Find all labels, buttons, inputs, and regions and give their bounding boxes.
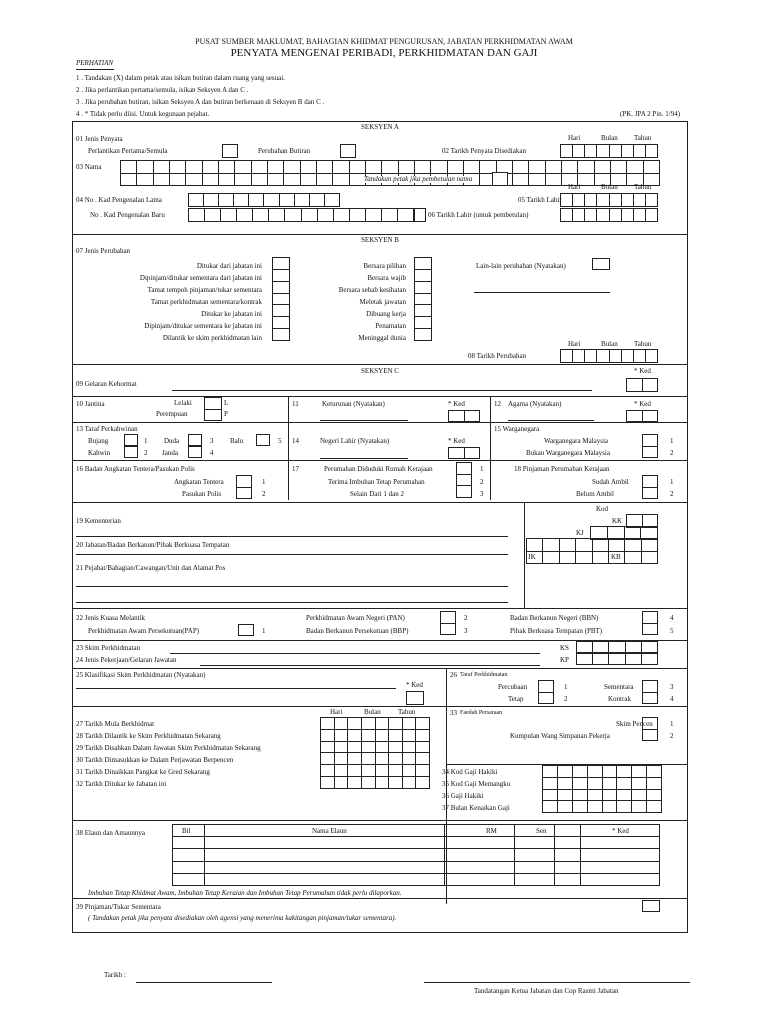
hari-label-4: Hari bbox=[330, 708, 343, 716]
pan-code: 2 bbox=[464, 614, 468, 622]
kp-baru-label: No . Kad Pengenalan Baru bbox=[90, 211, 165, 219]
pinjaman-tukar-label: 39 Pinjaman/Tukar Sementara bbox=[76, 903, 161, 911]
tahun-label: Tahun bbox=[634, 134, 652, 142]
tarikh-perubahan-input[interactable] bbox=[560, 349, 658, 363]
lain-label: Lain-lain perubahan (Nyatakan) bbox=[476, 262, 566, 270]
tarikh-lahir-input[interactable] bbox=[560, 193, 658, 207]
dates-grid-input[interactable] bbox=[320, 717, 430, 789]
faedah-checkboxes[interactable] bbox=[642, 717, 658, 741]
tahun-label-3: Tahun bbox=[634, 340, 652, 348]
ked-label-11: * Ked bbox=[448, 400, 465, 408]
jenis-pekerjaan-label: 24 Jenis Pekerjaan/Gelaran Jawatan bbox=[76, 656, 177, 664]
b-col2-4: Dibuang kerja bbox=[366, 310, 406, 318]
perlantikan-checkbox[interactable] bbox=[222, 144, 238, 158]
date-27-label: 27 Tarikh Mula Berkhidmat bbox=[76, 720, 155, 728]
kp-baru-input[interactable] bbox=[188, 208, 414, 222]
sudah-label: Sudah Ambil bbox=[592, 478, 629, 486]
pap-checkbox[interactable] bbox=[238, 624, 254, 636]
kp-input[interactable] bbox=[576, 653, 658, 665]
l-code: L bbox=[224, 399, 229, 407]
b-col1-0: Ditukar dari jabatan ini bbox=[196, 262, 262, 270]
date-32-label: 32 Tarikh Ditukar ke Jabatan ini bbox=[76, 780, 167, 788]
hari-label-3: Hari bbox=[568, 340, 581, 348]
bujang-label: Bujang bbox=[88, 437, 109, 445]
bulan-label: Bulan bbox=[601, 134, 618, 142]
taraf-kahwin-label: 13 Taraf Perkahwinan bbox=[76, 425, 138, 433]
percubaan-code: 1 bbox=[564, 683, 568, 691]
b-col2-3: Meletak jawatan bbox=[359, 298, 406, 306]
b-col1-3: Tamat perkhidmatan sementara/kontrak bbox=[150, 298, 262, 306]
note-4: 4 . * Tidak perlu diisi. Untuk kegunaan pejabat. bbox=[76, 110, 210, 118]
agama-kod-input[interactable] bbox=[626, 410, 658, 422]
faedah-code-2: 2 bbox=[670, 732, 674, 740]
form-title: PENYATA MENGENAI PERIBADI, PERKHIDMATAN DAN GAJI bbox=[230, 47, 538, 59]
tarikh-perubahan-label: 08 Tarikh Perubahan bbox=[468, 352, 527, 360]
tarikh-line[interactable] bbox=[136, 982, 272, 983]
janda-label: Janda bbox=[162, 449, 178, 457]
kb-label: KB bbox=[611, 553, 621, 561]
balu-label: Balu bbox=[230, 437, 244, 445]
janda-code: 4 bbox=[210, 449, 214, 457]
skim-label: 23 Skim Perkhidmatan bbox=[76, 644, 141, 652]
klasifikasi-label: 25 Klasifikasi Skim Perkhidmatan (Nyatakan) bbox=[76, 671, 206, 679]
bil-header: Bil bbox=[182, 827, 191, 835]
warga-code-1: 1 bbox=[670, 437, 674, 445]
tarikh-lahir-betul-label: 06 Tarikh Lahir (untuk pembetulan) bbox=[428, 211, 529, 219]
kk-label: KK bbox=[612, 517, 623, 525]
ked-label-14: * Ked bbox=[448, 437, 465, 445]
faedah-no: 33 bbox=[450, 709, 457, 717]
jenis-perubahan-label: 07 Jenis Perubahan bbox=[76, 247, 131, 255]
kp-lama-label: 04 No . Kad Pengenalan Lama bbox=[76, 196, 162, 204]
perempuan-label: Perempuan bbox=[156, 410, 188, 418]
kod-label: Kod bbox=[596, 505, 609, 513]
ked-label-09: * Ked bbox=[634, 367, 651, 375]
b-col1-1: Dipinjam/ditukar sementara dari jabatan ini bbox=[139, 274, 262, 282]
b-col2-checkboxes[interactable] bbox=[414, 257, 432, 341]
jenis-kuasa-label: 22 Jenis Kuasa Melantik bbox=[76, 614, 146, 622]
sementara-label: Sementara bbox=[604, 683, 634, 691]
seksyen-b-heading: SEKSYEN B bbox=[361, 236, 399, 244]
seksyen-a-heading: SEKSYEN A bbox=[361, 123, 399, 131]
perumahan-code-2: 2 bbox=[480, 478, 484, 486]
perubahan-label: Perubahan Butiran bbox=[258, 147, 311, 155]
tarikh-penyata-input[interactable] bbox=[560, 144, 658, 158]
jabatan-label: 20 Jabatan/Badan Berkanun/Pihak Berkuasa Tempatan bbox=[76, 541, 230, 549]
kontrak-code: 4 bbox=[670, 695, 674, 703]
pan-bbp-checkboxes[interactable] bbox=[440, 611, 456, 635]
jk-label: JK bbox=[528, 553, 536, 561]
perlantikan-label: Perlantikan Pertama/Semula bbox=[88, 147, 168, 155]
agama-label: Agama (Nyatakan) bbox=[508, 400, 562, 408]
keturunan-label: Keturunan (Nyatakan) bbox=[322, 400, 385, 408]
bbp-label: Badan Berkanun Persekutuan (BBP) bbox=[306, 627, 409, 635]
rm-header: RM bbox=[486, 827, 497, 835]
b-col1-checkboxes[interactable] bbox=[272, 257, 290, 341]
pinjaman-checkboxes[interactable] bbox=[642, 475, 658, 499]
agama-no: 12 bbox=[494, 400, 501, 408]
gaji-34-label: 34 Kod Gaji Hakiki bbox=[442, 768, 498, 776]
kp-label: KP bbox=[560, 656, 569, 664]
ked-header: * Ked bbox=[612, 827, 629, 835]
percubaan-label: Percubaan bbox=[498, 683, 528, 691]
negeri-no: 14 bbox=[292, 437, 299, 445]
angkatan-label: Angkatan Tentera bbox=[174, 478, 224, 486]
elaun-note: Imbuhan Tetap Khidmat Awam, Imbuhan Tetap Keraian dan Imbuhan Tetap Perumahan tidak perlu dilaporkan. bbox=[88, 889, 402, 897]
bukan-warga-label: Bukan Warganegara Malaysia bbox=[526, 449, 610, 457]
date-30-label: 30 Tarikh Dimasukkan ke Dalam Perjawatan Berpencen bbox=[76, 756, 234, 764]
selain-label: Selain Dari 1 dan 2 bbox=[350, 490, 405, 498]
gaji-36-label: 36 Gaji Hakiki bbox=[442, 792, 484, 800]
perhatian-label: PERHATIAN bbox=[76, 59, 114, 67]
bbn-label: Badan Berkanun Negeri (BBN) bbox=[510, 614, 599, 622]
tarikh-label: Tarikh : bbox=[104, 971, 126, 979]
b-col2-1: Bersara wajib bbox=[367, 274, 406, 282]
bulan-label-2: Bulan bbox=[601, 183, 618, 191]
b-col1-6: Dilantik ke skim perkhidmatan lain bbox=[162, 334, 262, 342]
bujang-checkbox[interactable] bbox=[124, 434, 138, 446]
tarikh-penyata-label: 02 Tarikh Penyata Disediakan bbox=[442, 147, 526, 155]
kp-lama-input[interactable] bbox=[188, 193, 340, 207]
imbuhan-label: Terima Imbuhan Tetap Perumahan bbox=[328, 478, 425, 486]
kontrak-label: Kontrak bbox=[608, 695, 631, 703]
pinjaman-code-2: 2 bbox=[670, 490, 674, 498]
pejabat-label: 21 Pejabat/Bahagian/Cawangan/Unit dan Alamat Pos bbox=[76, 564, 226, 572]
warga-my-label: Warganegara Malaysia bbox=[544, 437, 609, 445]
faedah-code-1: 1 bbox=[670, 720, 674, 728]
org-name: PUSAT SUMBER MAKLUMAT, BAHAGIAN KHIDMAT PENGURUSAN, JABATAN PERKHIDMATAN AWAM bbox=[195, 37, 573, 46]
pan-label: Perkhidmatan Awam Negeri (PAN) bbox=[306, 614, 405, 622]
jantina-label: 10 Jantina bbox=[76, 400, 105, 408]
negeri-lahir-label: Negeri Lahir (Nyatakan) bbox=[320, 437, 390, 445]
kj-label: KJ bbox=[576, 529, 584, 537]
warganegara-label: 15 Warganegara bbox=[494, 425, 540, 433]
balu-checkbox[interactable] bbox=[256, 434, 270, 446]
ked-label-12: * Ked bbox=[634, 400, 651, 408]
b-col2-0: Bersara pilihan bbox=[363, 262, 406, 270]
sementara-kontrak-checkboxes[interactable] bbox=[642, 680, 658, 704]
elaun-table[interactable] bbox=[172, 824, 660, 886]
taraf-no: 26 bbox=[450, 671, 457, 679]
hari-label: Hari bbox=[568, 134, 581, 142]
tetap-code: 2 bbox=[564, 695, 568, 703]
lain-checkbox[interactable] bbox=[592, 258, 610, 270]
b-col1-5: Dipinjam/ditukar sementara ke jabatan ini bbox=[144, 322, 262, 330]
kahwin-checkbox[interactable] bbox=[124, 446, 138, 458]
bbn-pbt-checkboxes[interactable] bbox=[642, 611, 658, 635]
warga-code-2: 2 bbox=[670, 449, 674, 457]
jantina-checkboxes[interactable] bbox=[204, 397, 222, 421]
pap-label: Perkhidmatan Awam Persekutuan(PAP) bbox=[88, 627, 200, 635]
perubahan-checkbox[interactable] bbox=[340, 144, 356, 158]
note-1: 1 . Tandakan (X) dalam petak atau isikan butiran dalam ruang yang sesuai. bbox=[76, 74, 285, 82]
pinjaman-code-1: 1 bbox=[670, 478, 674, 486]
perumahan-no: 17 bbox=[292, 465, 299, 473]
hari-label-2: Hari bbox=[568, 183, 581, 191]
date-29-label: 29 Tarikh Disahkan Dalam Jawatan Skim Perkhidmatan Sekarang bbox=[76, 744, 261, 752]
duda-label: Duda bbox=[164, 437, 180, 445]
p-code: P bbox=[224, 410, 228, 418]
pap-code: 1 bbox=[262, 627, 266, 635]
kp-baru-check[interactable] bbox=[414, 208, 426, 222]
negeri-kod-input[interactable] bbox=[448, 447, 480, 459]
note-3: 3 . Jika perubahan butiran, isikan Seksyen A dan butiran berkenaan di Seksyen B dan C . bbox=[76, 98, 325, 106]
keturunan-no: 11 bbox=[292, 400, 299, 408]
faedah-label: Faedah Persaraan bbox=[460, 710, 503, 716]
sen-header: Sen bbox=[536, 827, 547, 835]
tahun-label-2: Tahun bbox=[634, 183, 652, 191]
jenis-penyata-label: 01 Jenis Penyata bbox=[76, 135, 123, 143]
klasifikasi-kod-input[interactable] bbox=[406, 691, 424, 705]
b-col1-2: Tamat tempoh pinjaman/tukar sementara bbox=[147, 286, 262, 294]
kahwin-label: Kahwin bbox=[88, 449, 111, 457]
badan-code-2: 2 bbox=[262, 490, 266, 498]
tarikh-lahir-label: 05 Tarikh Lahir bbox=[518, 196, 562, 204]
duda-code: 3 bbox=[210, 437, 214, 445]
ks-input[interactable] bbox=[576, 641, 658, 653]
bbp-code: 3 bbox=[464, 627, 468, 635]
pembetulan-nama-checkbox[interactable] bbox=[492, 172, 508, 186]
percubaan-tetap-checkboxes[interactable] bbox=[538, 680, 554, 704]
gelaran-kod-input[interactable] bbox=[626, 378, 658, 392]
ked-label-25: * Ked bbox=[406, 681, 423, 689]
seksyen-c-heading: SEKSYEN C bbox=[361, 367, 399, 375]
gelaran-label: 09 Gelaran Kehormat bbox=[76, 380, 137, 388]
elaun-label: 38 Elaun dan Amaunnya bbox=[76, 829, 146, 837]
lelaki-label: Lelaki bbox=[174, 399, 192, 407]
date-31-label: 31 Tarikh Dinaikkan Pangkat ke Gred Sekarang bbox=[76, 768, 210, 776]
jk-kb-input[interactable] bbox=[526, 538, 658, 564]
duda-checkbox[interactable] bbox=[188, 434, 202, 446]
badan-label: 16 Badan Angkatan Tentera/Pasukan Polis bbox=[76, 465, 195, 473]
pinjaman-note: ( Tandakan petak jika penyata disediakan oleh agensi yang menerima kakitangan pinjaman/tukar sementara). bbox=[88, 914, 397, 922]
tetap-label: Tetap bbox=[508, 695, 524, 703]
taraf-label: Taraf Perkhidmatan bbox=[460, 672, 508, 678]
date-28-label: 28 Tarikh Dilantik ke Skim Perkhidmatan Sekarang bbox=[76, 732, 221, 740]
bulan-label-3: Bulan bbox=[601, 340, 618, 348]
kahwin-code: 2 bbox=[144, 449, 148, 457]
b-col2-5: Penamatan bbox=[375, 322, 406, 330]
badan-checkboxes[interactable] bbox=[236, 475, 252, 499]
balu-code: 5 bbox=[278, 437, 282, 445]
perumahan-checkboxes[interactable] bbox=[456, 462, 472, 498]
keturunan-kod-input[interactable] bbox=[448, 410, 480, 422]
gaji-grid-input[interactable] bbox=[542, 765, 662, 813]
nama-note: Tandakan petak jika pembetulan nama bbox=[364, 175, 473, 183]
polis-label: Pasukan Polis bbox=[182, 490, 222, 498]
nama-elaun-header: Nama Elaun bbox=[312, 827, 347, 835]
b-col1-4: Ditukar ke jabatan ini bbox=[201, 310, 262, 318]
kwsp-label: Kumpulan Wang Simpanan Pekerja bbox=[510, 732, 610, 740]
pbt-code: 5 bbox=[670, 627, 674, 635]
tarikh-lahir-betul-input[interactable] bbox=[560, 208, 658, 222]
b-col2-2: Bersara sebab kesihatan bbox=[338, 286, 406, 294]
b-col2-6: Meninggal dunia bbox=[358, 334, 406, 342]
tahun-label-4: Tahun bbox=[398, 708, 416, 716]
bulan-label-4: Bulan bbox=[364, 708, 381, 716]
gaji-37-label: 37 Bulan Kenaikan Gaji bbox=[442, 804, 510, 812]
pinjaman-label: 18 Pinjaman Perumahan Kerajaan bbox=[514, 465, 610, 473]
skim-pencen-label: Skim Pencen bbox=[616, 720, 653, 728]
nama-label: 03 Nama bbox=[76, 163, 102, 171]
perumahan-code-3: 3 bbox=[480, 490, 484, 498]
belum-label: Belum Ambil bbox=[576, 490, 614, 498]
badan-code-1: 1 bbox=[262, 478, 266, 486]
form-reference: (PK. JPA 2 Pin. 1/94) bbox=[620, 110, 681, 118]
pbt-label: Pihak Berkuasa Tempatan (PBT) bbox=[510, 627, 603, 635]
gaji-35-label: 35 Kod Gaji Memangku bbox=[442, 780, 511, 788]
bbn-code: 4 bbox=[670, 614, 674, 622]
ks-label: KS bbox=[560, 644, 569, 652]
sementara-code: 3 bbox=[670, 683, 674, 691]
signature-label: Tandatangan Ketua Jabatan dan Cop Rasmi Jabatan bbox=[474, 987, 619, 995]
warganegara-checkboxes[interactable] bbox=[642, 434, 658, 458]
kementerian-label: 19 Kementerian bbox=[76, 517, 121, 525]
janda-checkbox[interactable] bbox=[188, 446, 202, 458]
perumahan-label: Perumahan Diduduki Rumah Kerajaan bbox=[324, 465, 433, 473]
bujang-code: 1 bbox=[144, 437, 148, 445]
pinjaman-tukar-checkbox[interactable] bbox=[642, 900, 660, 912]
note-2: 2 . Jika perlantikan pertama/semula, isikan Seksyen A dan C . bbox=[76, 86, 249, 94]
perumahan-code-1: 1 bbox=[480, 465, 484, 473]
signature-line[interactable] bbox=[424, 982, 690, 983]
